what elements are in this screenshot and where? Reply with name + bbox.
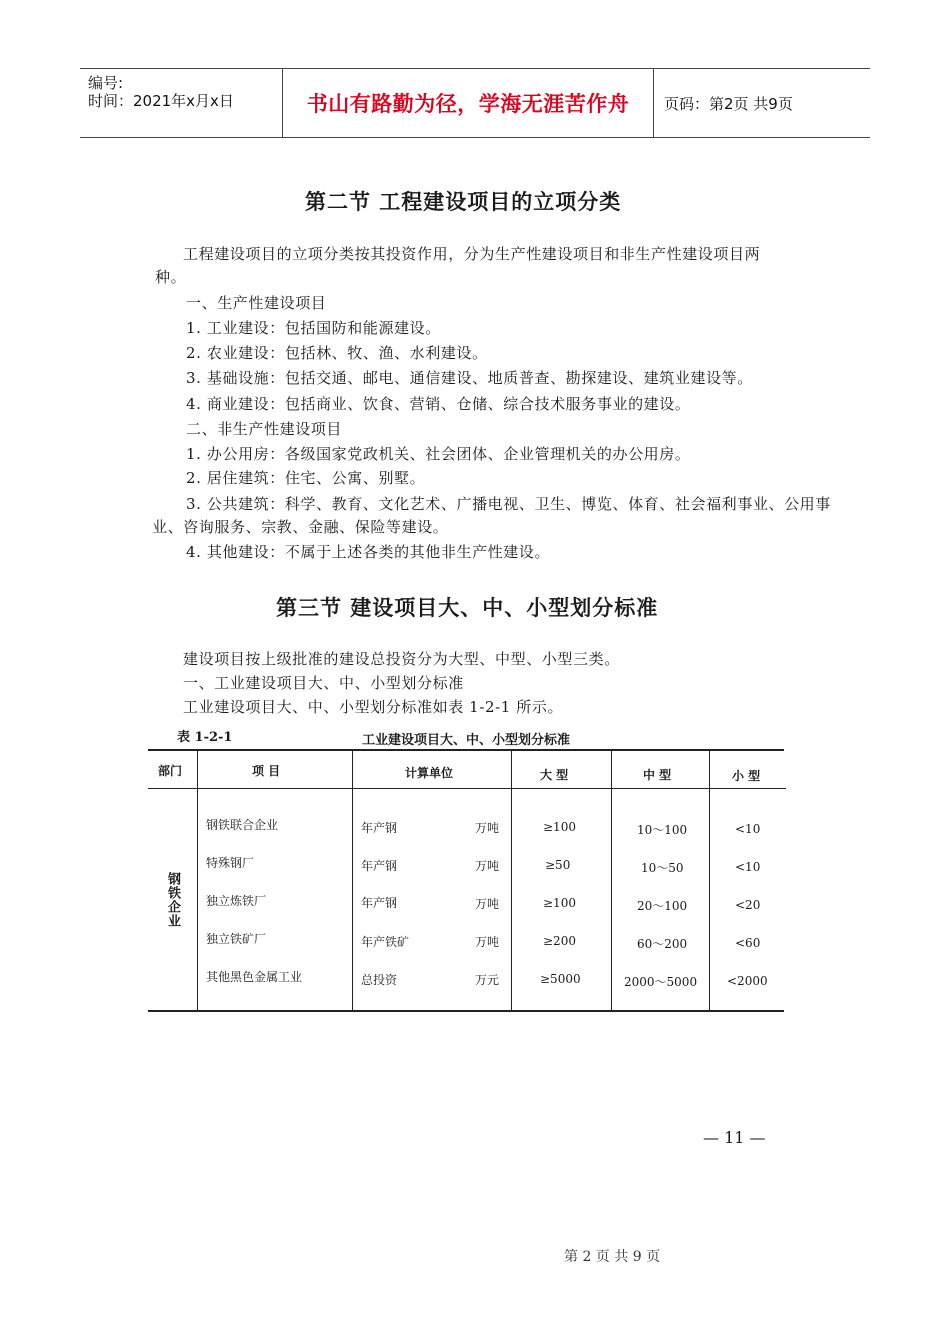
row1-item: 钢铁联合企业 xyxy=(206,818,279,832)
th-small: 小 型 xyxy=(732,769,761,783)
th-item: 项 目 xyxy=(252,764,281,778)
section2-item2-2: 2. 居住建筑：住宅、公寓、别墅。 xyxy=(186,469,426,487)
th-department: 部门 xyxy=(158,764,183,778)
row2-unit-name: 年产钢 xyxy=(361,859,398,873)
row3-item: 独立炼铁厂 xyxy=(206,894,267,908)
row2-item: 特殊钢厂 xyxy=(206,856,255,870)
page-info: 页码：第2页 共9页 xyxy=(664,94,793,113)
table-caption: 工业建设项目大、中、小型划分标准 xyxy=(362,733,571,748)
serial-label: 编号: xyxy=(88,74,124,92)
table-bottom-rule xyxy=(148,1010,784,1012)
time-label: 时间：2021年x月x日 xyxy=(88,92,234,110)
row5-item: 其他黑色金属工业 xyxy=(206,970,303,984)
row2-medium: 10～50 xyxy=(641,861,684,875)
section2-item1-3: 3. 基础设施：包括交通、邮电、通信建设、地质普查、勘探建设、建筑业建设等。 xyxy=(186,369,753,387)
row3-large: ≥100 xyxy=(543,896,576,910)
section3-line2: 一、工业建设项目大、中、小型划分标准 xyxy=(183,674,464,692)
section2-sub1: 一、生产性建设项目 xyxy=(186,294,327,312)
table-vline-4 xyxy=(611,751,612,1011)
department-label: 钢铁企业 xyxy=(165,872,180,928)
row2-unit: 万吨 xyxy=(475,859,500,873)
row5-large: ≥5000 xyxy=(540,972,581,986)
row4-large: ≥200 xyxy=(543,934,576,948)
section2-item1-2: 2. 农业建设：包括林、牧、渔、水利建设。 xyxy=(186,344,488,362)
table-header-rule xyxy=(148,788,786,789)
row4-unit-name: 年产铁矿 xyxy=(361,935,410,949)
row2-small: <10 xyxy=(735,860,761,874)
th-medium: 中 型 xyxy=(643,768,672,782)
section2-item2-3-cont: 业、咨询服务、宗教、金融、保险等建设。 xyxy=(152,518,449,536)
section2-intro-line2: 种。 xyxy=(155,268,187,286)
row4-medium: 60～200 xyxy=(637,937,688,951)
book-page-number: — 11 — xyxy=(703,1128,766,1147)
section2-item2-3: 3. 公共建筑：科学、教育、文化艺术、广播电视、卫生、博览、体育、社会福利事业、公用事 xyxy=(186,495,831,513)
section2-sub2: 二、非生产性建设项目 xyxy=(186,420,343,438)
section2-item2-1: 1. 办公用房：各级国家党政机关、社会团体、企业管理机关的办公用房。 xyxy=(186,445,691,463)
row2-large: ≥50 xyxy=(545,858,571,872)
section3-line3: 工业建设项目大、中、小型划分标准如表 1-2-1 所示。 xyxy=(183,698,564,716)
row3-unit-name: 年产钢 xyxy=(361,896,398,910)
section2-item1-4: 4. 商业建设：包括商业、饮食、营销、仓储、综合技术服务事业的建设。 xyxy=(186,395,691,413)
section3-title: 第三节 建设项目大、中、小型划分标准 xyxy=(276,595,659,620)
table-vline-5 xyxy=(709,751,710,1011)
row3-unit: 万吨 xyxy=(475,897,500,911)
row1-unit-name: 年产钢 xyxy=(361,821,398,835)
row5-small: <2000 xyxy=(727,974,768,988)
row3-medium: 20～100 xyxy=(637,899,688,913)
row1-medium: 10～100 xyxy=(637,823,688,837)
row5-medium: 2000～5000 xyxy=(624,975,698,989)
table-vline-1 xyxy=(197,751,198,1011)
section3-line1: 建设项目按上级批准的建设总投资分为大型、中型、小型三类。 xyxy=(183,650,620,668)
th-large: 大 型 xyxy=(540,768,569,782)
section2-title: 第二节 工程建设项目的立项分类 xyxy=(305,189,622,214)
section2-item2-4: 4. 其他建设：不属于上述各类的其他非生产性建设。 xyxy=(186,543,551,561)
motto-text: 书山有路勤为径，学海无涯苦作舟 xyxy=(306,92,630,116)
row5-unit-name: 总投资 xyxy=(361,973,398,987)
row1-small: <10 xyxy=(735,822,761,836)
row1-unit: 万吨 xyxy=(475,821,500,835)
section2-item1-1: 1. 工业建设：包括国防和能源建设。 xyxy=(186,319,441,337)
row3-small: <20 xyxy=(735,898,761,912)
table-vline-2 xyxy=(352,751,353,1011)
table-vline-3 xyxy=(511,751,512,1011)
row1-large: ≥100 xyxy=(543,820,576,834)
row4-small: <60 xyxy=(735,936,761,950)
section2-intro-line1: 工程建设项目的立项分类按其投资作用，分为生产性建设项目和非生产性建设项目两 xyxy=(183,245,761,263)
th-unit: 计算单位 xyxy=(405,766,454,780)
row4-item: 独立铁矿厂 xyxy=(206,932,267,946)
table-top-rule xyxy=(148,749,784,751)
row4-unit: 万吨 xyxy=(475,935,500,949)
row5-unit: 万元 xyxy=(475,973,500,987)
page-footer: 第 2 页 共 9 页 xyxy=(564,1249,661,1265)
table-number: 表 1-2-1 xyxy=(177,730,233,745)
